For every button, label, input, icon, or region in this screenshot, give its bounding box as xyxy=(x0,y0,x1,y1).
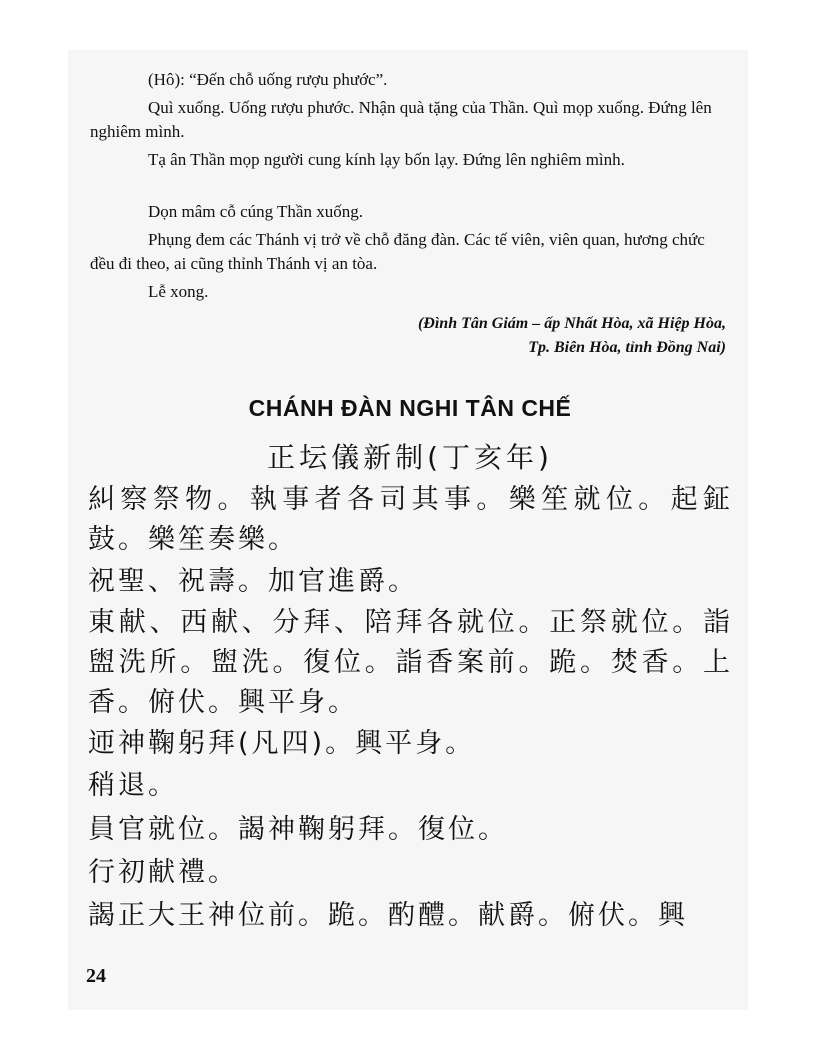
han-paragraph-approach-altar: 謁正大王神位前。跪。酌醴。献爵。俯伏。興 xyxy=(88,900,688,931)
han-paragraph-first-offering: 行初献禮。 xyxy=(88,857,238,888)
paragraph-kneel-drink: Quì xuống. Uống rượu phước. Nhận quà tặng của Thần. Quì mọp xuống. Đứng lên nghiêm mình. xyxy=(90,98,712,141)
han-paragraph-officials-position: 員官就位。謁神鞠躬拜。復位。 xyxy=(88,814,508,845)
han-paragraph-officiants-positions: 東献、西献、分拜、陪拜各就位。正祭就位。詣盥洗所。盥洗。復位。詣香案前。跪。焚香。上香。俯伏。興平身。 xyxy=(88,607,733,718)
han-paragraph-welcome-deity: 迊神鞠躬拜(凡四)。興平身。 xyxy=(88,728,476,759)
page-number: 24 xyxy=(86,965,106,987)
han-paragraph-inspect-offerings: 糾察祭物。執事者各司其事。樂笙就位。起鉦鼓。樂笙奏樂。 xyxy=(88,484,733,555)
source-line-1: (Đình Tân Giám – ấp Nhất Hòa, xã Hiệp Hòa, xyxy=(417,315,726,332)
paragraph-return-tablets: Phụng đem các Thánh vị trở về chỗ đăng đàn. Các tế viên, viên quan, hương chức đều đi theo, ai cũng thỉnh Thánh vị an tòa. xyxy=(90,230,705,273)
han-paragraph-step-back: 稍退。 xyxy=(88,770,178,801)
section-subtitle: 正坛儀新制(丁亥年) xyxy=(267,441,553,474)
source-line-2: Tp. Biên Hòa, tỉnh Đồng Nai) xyxy=(528,339,726,356)
paragraph-ceremony-end: Lễ xong. xyxy=(148,282,209,301)
paragraph-call-to-drink: (Hô): “Đến chỗ uống rượu phước”. xyxy=(148,70,388,89)
section-title: CHÁNH ĐÀN NGHI TÂN CHẾ xyxy=(248,395,572,421)
han-paragraph-blessings: 祝聖、祝壽。加官進爵。 xyxy=(88,566,418,597)
paragraph-clear-offerings: Dọn mâm cỗ cúng Thần xuống. xyxy=(148,202,363,221)
paragraph-thank-deity: Tạ ân Thần mọp người cung kính lạy bốn lạy. Đứng lên nghiêm mình. xyxy=(148,150,625,169)
